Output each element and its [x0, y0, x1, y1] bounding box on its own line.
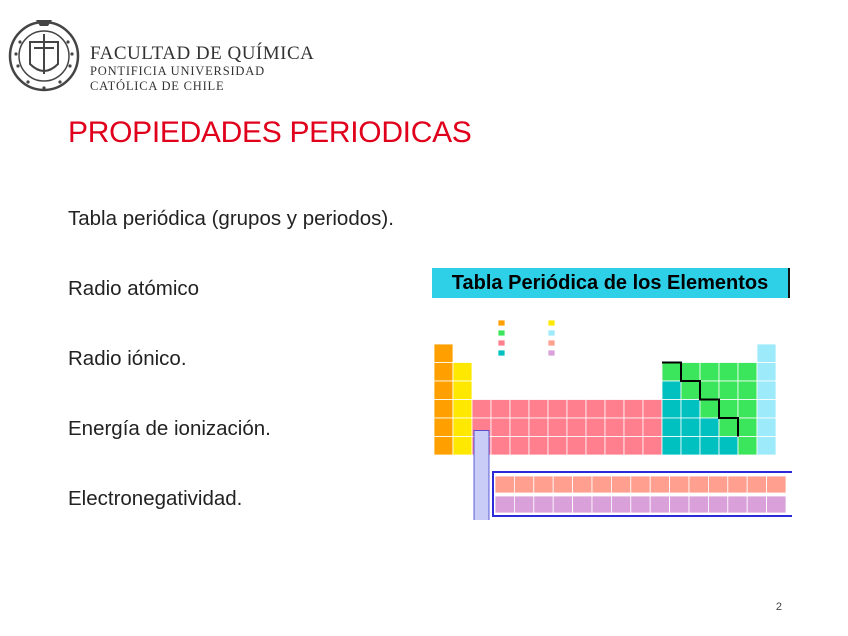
element-cell — [548, 418, 567, 437]
element-cell — [529, 400, 548, 419]
element-cell — [510, 437, 529, 456]
element-cell — [548, 400, 567, 419]
bullet-item: Energía de ionización. — [68, 417, 271, 440]
element-cell — [738, 418, 757, 437]
element-cell — [567, 437, 586, 456]
lanthanide-cell — [689, 476, 708, 493]
legend-swatch — [548, 340, 555, 346]
element-cell — [586, 418, 605, 437]
element-cell — [681, 437, 700, 456]
actinide-cell — [573, 496, 592, 513]
element-cell — [472, 400, 491, 419]
lanthanide-cell — [767, 476, 786, 493]
lanthanide-cell — [611, 476, 630, 493]
element-cell — [700, 363, 719, 382]
legend-swatch — [548, 350, 555, 356]
element-cell — [453, 400, 472, 419]
element-cell — [700, 418, 719, 437]
element-cell — [662, 400, 681, 419]
element-cell — [738, 381, 757, 400]
element-cell — [719, 400, 738, 419]
faculty-header — [90, 44, 314, 94]
page-number: 2 — [775, 601, 782, 613]
element-cell — [434, 344, 453, 363]
lanthanide-cell — [514, 476, 533, 493]
element-cell — [453, 437, 472, 456]
actinide-cell — [495, 496, 514, 513]
periodic-table-title: Tabla Periódica de los Elementos — [432, 268, 790, 298]
element-cell — [757, 400, 776, 419]
actinide-cell — [611, 496, 630, 513]
actinide-cell — [514, 496, 533, 513]
element-cell — [491, 437, 510, 456]
element-cell — [567, 418, 586, 437]
element-cell — [643, 400, 662, 419]
bullet-item: Radio iónico. — [68, 347, 187, 370]
element-cell — [529, 418, 548, 437]
element-cell — [624, 418, 643, 437]
lanthanide-cell — [573, 476, 592, 493]
element-cell — [662, 381, 681, 400]
element-cell — [700, 400, 719, 419]
actinide-cell — [708, 496, 727, 513]
element-cell — [757, 344, 776, 363]
element-cell — [738, 437, 757, 456]
actinide-cell — [650, 496, 669, 513]
element-cell — [719, 418, 738, 437]
element-cell — [681, 381, 700, 400]
actinide-cell — [553, 496, 572, 513]
element-cell — [719, 363, 738, 382]
actinide-cell — [670, 496, 689, 513]
lanthanide-cell — [670, 476, 689, 493]
f-block-marker — [474, 431, 489, 521]
actinide-cell — [767, 496, 786, 513]
element-cell — [757, 418, 776, 437]
slide-title: PROPIEDADES PERIODICAS — [68, 116, 472, 149]
actinide-cell — [747, 496, 766, 513]
element-cell — [434, 418, 453, 437]
legend-swatch — [548, 320, 555, 326]
legend-swatch — [548, 330, 555, 336]
element-cell — [757, 437, 776, 456]
element-cell — [491, 400, 510, 419]
element-cell — [605, 437, 624, 456]
lanthanide-cell — [631, 476, 650, 493]
element-cell — [434, 437, 453, 456]
bullet-item: Electronegatividad. — [68, 487, 243, 510]
element-cell — [662, 437, 681, 456]
element-cell — [453, 418, 472, 437]
element-cell — [510, 418, 529, 437]
element-cell — [529, 437, 548, 456]
legend-swatch — [498, 330, 505, 336]
element-cell — [567, 400, 586, 419]
element-cell — [757, 381, 776, 400]
periodic-table-grid — [432, 268, 792, 520]
lanthanide-cell — [553, 476, 572, 493]
element-cell — [738, 363, 757, 382]
element-cell — [624, 400, 643, 419]
element-cell — [605, 418, 624, 437]
element-cell — [757, 363, 776, 382]
lanthanide-cell — [495, 476, 514, 493]
actinide-cell — [631, 496, 650, 513]
element-cell — [434, 400, 453, 419]
university-name-line1: PONTIFICIA UNIVERSIDAD — [90, 64, 265, 78]
element-cell — [643, 437, 662, 456]
lanthanide-cell — [534, 476, 553, 493]
element-cell — [453, 381, 472, 400]
element-cell — [624, 437, 643, 456]
faculty-name: FACULTAD DE QUÍMICA — [90, 43, 315, 64]
university-name-line2: CATÓLICA DE CHILE — [90, 79, 225, 93]
lanthanide-cell — [747, 476, 766, 493]
element-cell — [434, 363, 453, 382]
bullet-item: Radio atómico — [68, 277, 200, 300]
element-cell — [548, 437, 567, 456]
element-cell — [681, 400, 700, 419]
element-cell — [586, 400, 605, 419]
actinide-cell — [728, 496, 747, 513]
legend-swatch — [498, 320, 505, 326]
element-cell — [453, 363, 472, 382]
lanthanide-cell — [708, 476, 727, 493]
lanthanide-cell — [592, 476, 611, 493]
element-cell — [434, 381, 453, 400]
element-cell — [719, 437, 738, 456]
element-cell — [643, 418, 662, 437]
legend-swatch — [498, 340, 505, 346]
element-cell — [586, 437, 605, 456]
element-cell — [662, 363, 681, 382]
lanthanide-cell — [650, 476, 669, 493]
legend-swatch — [498, 350, 505, 356]
element-cell — [662, 418, 681, 437]
actinide-cell — [689, 496, 708, 513]
element-cell — [700, 381, 719, 400]
element-cell — [681, 363, 700, 382]
element-cell — [510, 400, 529, 419]
element-cell — [738, 400, 757, 419]
periodic-table-image — [432, 268, 792, 520]
element-cell — [700, 437, 719, 456]
actinide-cell — [534, 496, 553, 513]
bullet-item: Tabla periódica (grupos y periodos). — [68, 207, 394, 230]
element-cell — [681, 418, 700, 437]
lanthanide-cell — [728, 476, 747, 493]
element-cell — [719, 381, 738, 400]
university-seal-logo — [6, 8, 82, 104]
element-cell — [491, 418, 510, 437]
actinide-cell — [592, 496, 611, 513]
element-cell — [605, 400, 624, 419]
